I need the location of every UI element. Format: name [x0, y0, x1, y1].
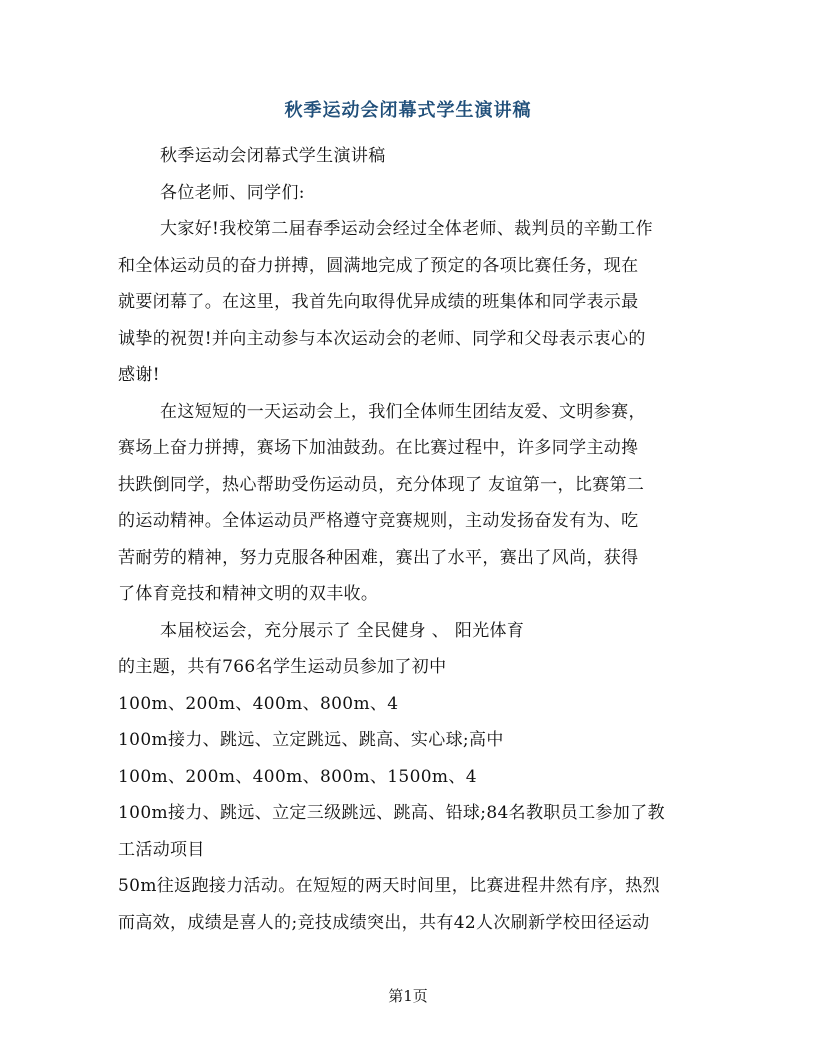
text-line: 的主题，共有766名学生运动员参加了初中 [118, 657, 447, 677]
document-body [118, 138, 703, 941]
text-line: 100m、200m、400m、800m、4 [118, 693, 399, 714]
text-line: 诚挚的祝贺!并向主动参与本次运动会的老师、同学和父母表示衷心的 [118, 328, 646, 349]
text-line: 工活动项目 [118, 839, 205, 860]
text-line: 本届校运会，充分展示了 全民健身 、 阳光体育 [160, 620, 525, 641]
text-line: 了体育竞技和精神文明的双丰收。 [118, 584, 379, 604]
text-line: 赛场上奋力拼搏，赛场下加油鼓劲。在比赛过程中，许多同学主动搀 [118, 438, 639, 458]
page-footer: 第1页 [388, 987, 428, 1005]
text-line: 100m接力、跳远、立定跳远、跳高、实心球;高中 [118, 730, 504, 750]
text-line: 苦耐劳的精神，努力克服各种困难，赛出了水平，赛出了风尚，获得 [118, 547, 639, 568]
text-line: 秋季运动会闭幕式学生演讲稿 [160, 146, 386, 166]
text-line: 感谢! [118, 365, 160, 385]
document-title: 秋季运动会闭幕式学生演讲稿 [284, 100, 532, 121]
text-line: 和全体运动员的奋力拼搏，圆满地完成了预定的各项比赛任务，现在 [118, 255, 639, 276]
text-line: 扶跌倒同学，热心帮助受伤运动员，充分体现了 友谊第一，比赛第二 [118, 474, 645, 495]
text-line: 在这短短的一天运动会上，我们全体师生团结友爱、文明参赛， [160, 401, 646, 422]
text-line: 各位老师、同学们: [160, 182, 305, 203]
text-line: 就要闭幕了。在这里，我首先向取得优异成绩的班集体和同学表示最 [118, 292, 639, 312]
text-line: 大家好!我校第二届春季运动会经过全体老师、裁判员的辛勤工作 [160, 219, 653, 239]
text-line: 的运动精神。全体运动员严格遵守竞赛规则，主动发扬奋发有为、吃 [118, 511, 639, 531]
text-line: 100m、200m、400m、800m、1500m、4 [118, 766, 477, 787]
text-line: 100m接力、跳远、立定三级跳远、跳高、铅球;84名教职员工参加了教 [118, 803, 665, 823]
text-line: 50m往返跑接力活动。在短短的两天时间里，比赛进程井然有序，热烈 [118, 876, 660, 896]
text-line: 而高效，成绩是喜人的;竞技成绩突出，共有42人次刷新学校田径运动 [118, 912, 650, 933]
